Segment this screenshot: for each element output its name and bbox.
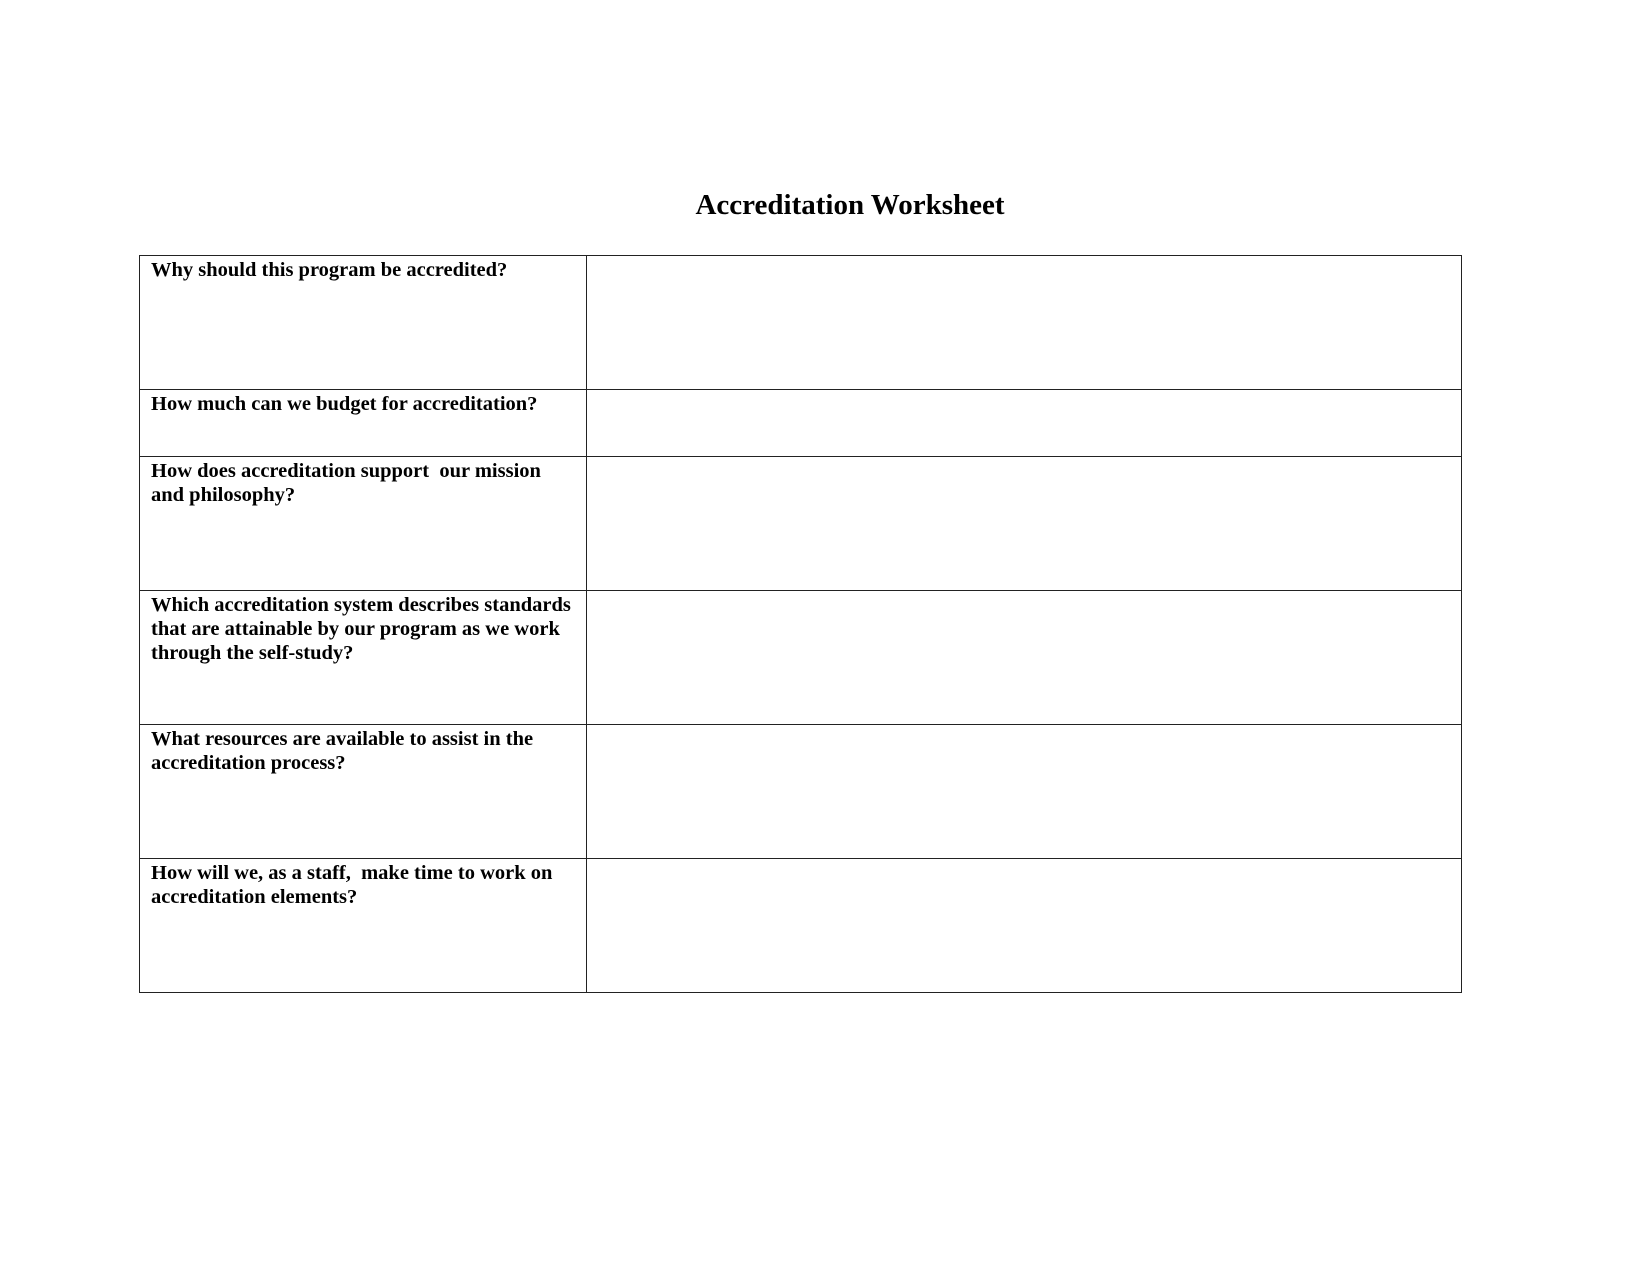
question-text: Which accreditation system describes standards that are attainable by our program as we work through the self-study?	[151, 594, 576, 664]
worksheet-row-why-accredit	[140, 256, 1462, 390]
worksheet-row-system	[140, 591, 1462, 725]
question-cell	[140, 859, 587, 993]
question-cell	[140, 457, 587, 591]
question-cell	[140, 390, 587, 457]
question-cell	[140, 591, 587, 725]
answer-cell[interactable]	[587, 256, 1462, 390]
question-text: How does accreditation support our mission and philosophy?	[151, 460, 547, 506]
question-text: How much can we budget for accreditation?	[151, 393, 538, 415]
worksheet-row-mission	[140, 457, 1462, 591]
answer-cell[interactable]	[587, 390, 1462, 457]
question-text: How will we, as a staff, make time to work on accreditation elements?	[151, 862, 558, 908]
worksheet-row-resources	[140, 725, 1462, 859]
question-cell	[140, 256, 587, 390]
page-title: Accreditation Worksheet	[695, 189, 1005, 221]
question-text: What resources are available to assist in the accreditation process?	[151, 728, 539, 774]
worksheet-table	[139, 255, 1462, 993]
worksheet-row-budget	[140, 390, 1462, 457]
question-text: Why should this program be accredited?	[151, 259, 508, 281]
question-cell	[140, 725, 587, 859]
worksheet-row-staff-time	[140, 859, 1462, 993]
answer-cell[interactable]	[587, 457, 1462, 591]
answer-cell[interactable]	[587, 725, 1462, 859]
answer-cell[interactable]	[587, 859, 1462, 993]
answer-cell[interactable]	[587, 591, 1462, 725]
